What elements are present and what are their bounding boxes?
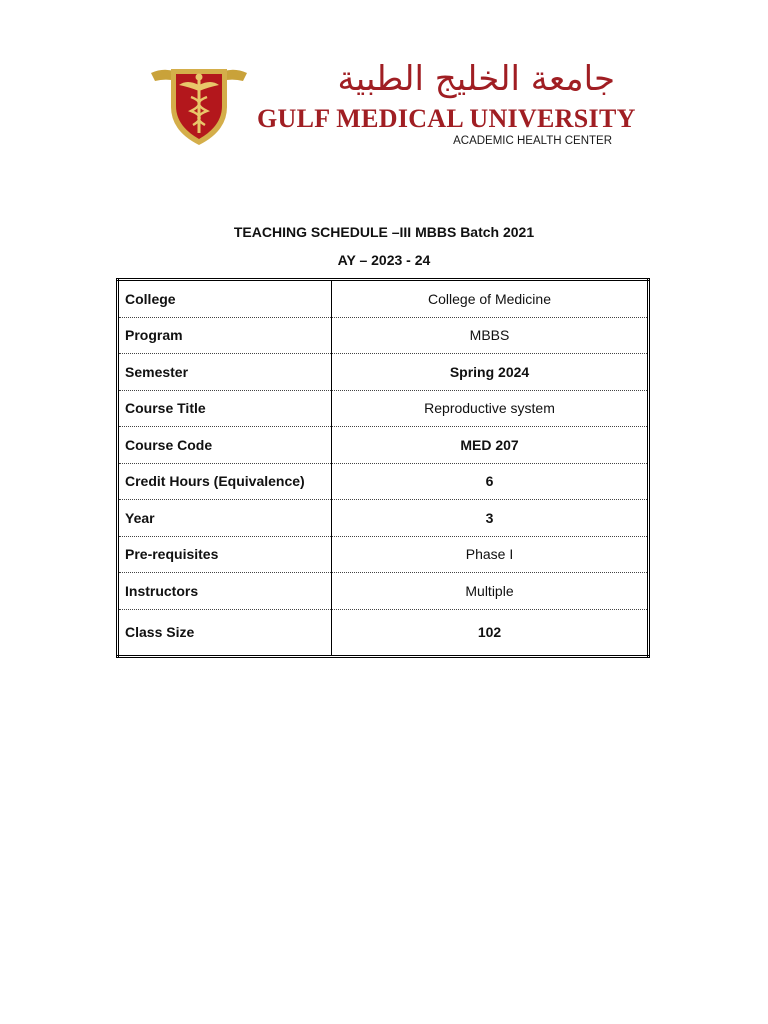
row-label: Course Title bbox=[118, 390, 332, 427]
shield-emblem-icon bbox=[149, 55, 249, 147]
row-label: Semester bbox=[118, 354, 332, 391]
row-value: College of Medicine bbox=[332, 280, 649, 318]
academic-year: AY – 2023 - 24 bbox=[337, 252, 431, 268]
university-logo bbox=[145, 50, 636, 150]
table-row bbox=[118, 317, 649, 354]
arabic-university-name: جامعة الخليج الطبية bbox=[337, 59, 615, 99]
university-name: GULF MEDICAL UNIVERSITY bbox=[257, 104, 636, 133]
row-value: 102 bbox=[477, 624, 502, 640]
row-label: Pre-requisites bbox=[118, 536, 332, 573]
row-label: Year bbox=[118, 500, 332, 537]
table-row bbox=[118, 354, 649, 391]
row-label: Credit Hours (Equivalence) bbox=[118, 463, 332, 500]
row-label: Program bbox=[118, 317, 332, 354]
schedule-title: TEACHING SCHEDULE –III MBBS Batch 2021 bbox=[233, 224, 535, 240]
table-row bbox=[118, 500, 649, 537]
row-label: Course Code bbox=[118, 427, 332, 464]
table-row bbox=[118, 390, 649, 427]
table-row bbox=[118, 536, 649, 573]
course-info-table bbox=[116, 278, 650, 658]
row-value: Reproductive system bbox=[332, 390, 649, 427]
row-value: Spring 2024 bbox=[332, 354, 649, 391]
row-value: Multiple bbox=[332, 573, 649, 610]
row-value: MED 207 bbox=[332, 427, 649, 464]
row-label: College bbox=[118, 280, 332, 318]
row-label: Class Size bbox=[118, 609, 332, 656]
row-value: 6 bbox=[332, 463, 649, 500]
table-row bbox=[118, 463, 649, 500]
row-value: MBBS bbox=[332, 317, 649, 354]
row-value: 3 bbox=[332, 500, 649, 537]
academic-health-center: ACADEMIC HEALTH CENTER bbox=[453, 135, 612, 147]
row-value: Phase I bbox=[332, 536, 649, 573]
table-row bbox=[118, 427, 649, 464]
table-row bbox=[118, 280, 649, 318]
row-label: Instructors bbox=[118, 573, 332, 610]
table-row bbox=[118, 609, 649, 656]
table-row bbox=[118, 573, 649, 610]
